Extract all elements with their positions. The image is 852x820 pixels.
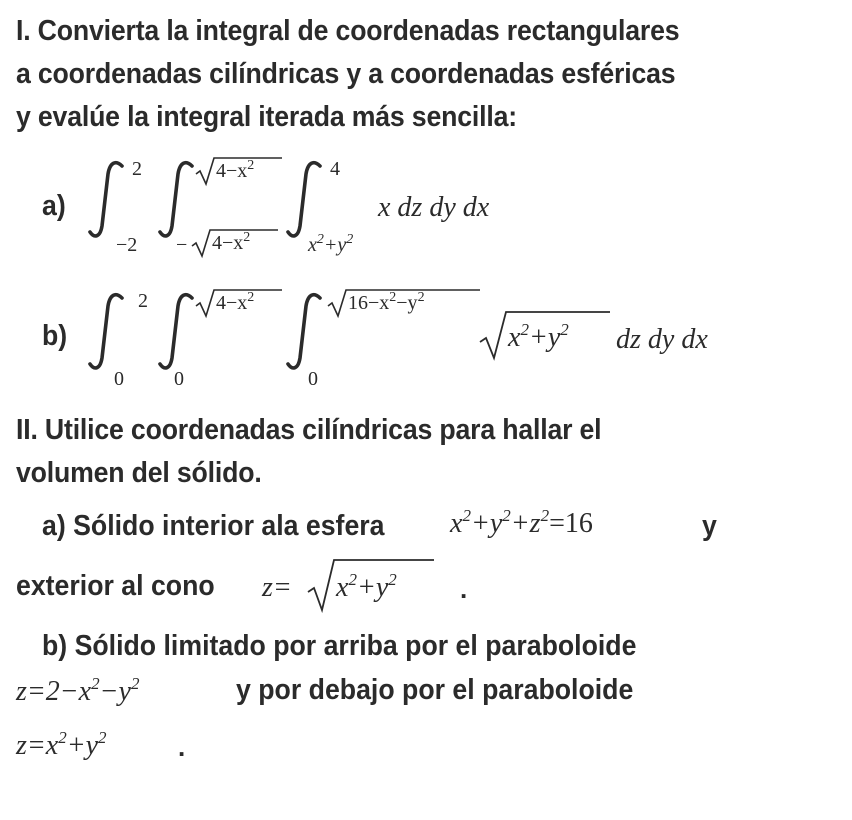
int-b1-upper-limit: 2 bbox=[138, 290, 148, 312]
section2-part-a-text1: a) Sólido interior ala esfera bbox=[42, 510, 385, 542]
section2-heading-line1: II. Utilice coordenadas cilíndricas para hallar el bbox=[16, 414, 602, 446]
section1-heading-line2: a coordenadas cilíndricas y a coordenadas esféricas bbox=[16, 58, 676, 90]
section2-part-b-text1: b) Sólido limitado por arriba por el paraboloide bbox=[42, 630, 637, 662]
paraboloid-upper-equation: $z=2-x^2-y^2$ bbox=[16, 674, 140, 707]
integral-sign-b2 bbox=[158, 292, 198, 372]
int3-lower-limit: $x^2+y^2$ bbox=[308, 232, 354, 256]
section2-part-a-text2: exterior al cono bbox=[16, 570, 215, 602]
section2-part-a-period: . bbox=[460, 574, 468, 604]
integral-sign-b1 bbox=[88, 292, 128, 372]
part-b-integrand: $x^2+y^2$ bbox=[508, 320, 569, 353]
int-b3-lower-limit: 0 bbox=[308, 368, 318, 390]
int-b3-upper-limit: $16-x^2-y^2$ bbox=[348, 290, 425, 314]
cone-lhs: z= bbox=[262, 572, 292, 603]
section2-heading-line2: volumen del sólido. bbox=[16, 457, 262, 489]
int1-upper-limit: 2 bbox=[132, 158, 142, 180]
integral-sign-b3 bbox=[286, 292, 326, 372]
section2-part-b-text2: y por debajo por el paraboloide bbox=[236, 674, 634, 706]
section2-part-b-period: . bbox=[178, 732, 186, 762]
part-a-label: a) bbox=[42, 190, 66, 222]
sphere-equation: $x^2+y^2+z^2=16$ bbox=[450, 506, 593, 539]
part-b-label: b) bbox=[42, 320, 68, 352]
int2-lower-limit: $4-x^2$ bbox=[212, 230, 251, 254]
paraboloid-lower-equation: $z=x^2+y^2$ bbox=[16, 728, 107, 761]
int1-lower-limit: −2 bbox=[116, 234, 138, 256]
section1-heading-line1: I. Convierta la integral de coordenadas rectangulares bbox=[16, 15, 680, 47]
int2-upper-limit: $4-x^2$ bbox=[216, 158, 255, 182]
integral-sign-3 bbox=[286, 160, 326, 240]
int3-upper-limit: 4 bbox=[330, 158, 340, 180]
int-b2-lower-limit: 0 bbox=[174, 368, 184, 390]
int2-lower-sign: − bbox=[176, 234, 188, 256]
section2-part-a-and: y bbox=[702, 510, 717, 542]
int-b2-upper-limit: $4-x^2$ bbox=[216, 290, 255, 314]
cone-radicand: $x^2+y^2$ bbox=[336, 570, 397, 603]
int-b1-lower-limit: 0 bbox=[114, 368, 124, 390]
part-b-differentials: dz dy dx bbox=[616, 324, 708, 355]
section1-heading-line3: y evalúe la integral iterada más sencilla: bbox=[16, 101, 517, 133]
integral-sign-1 bbox=[88, 160, 128, 240]
part-a-integrand: x dz dy dx bbox=[378, 192, 490, 223]
